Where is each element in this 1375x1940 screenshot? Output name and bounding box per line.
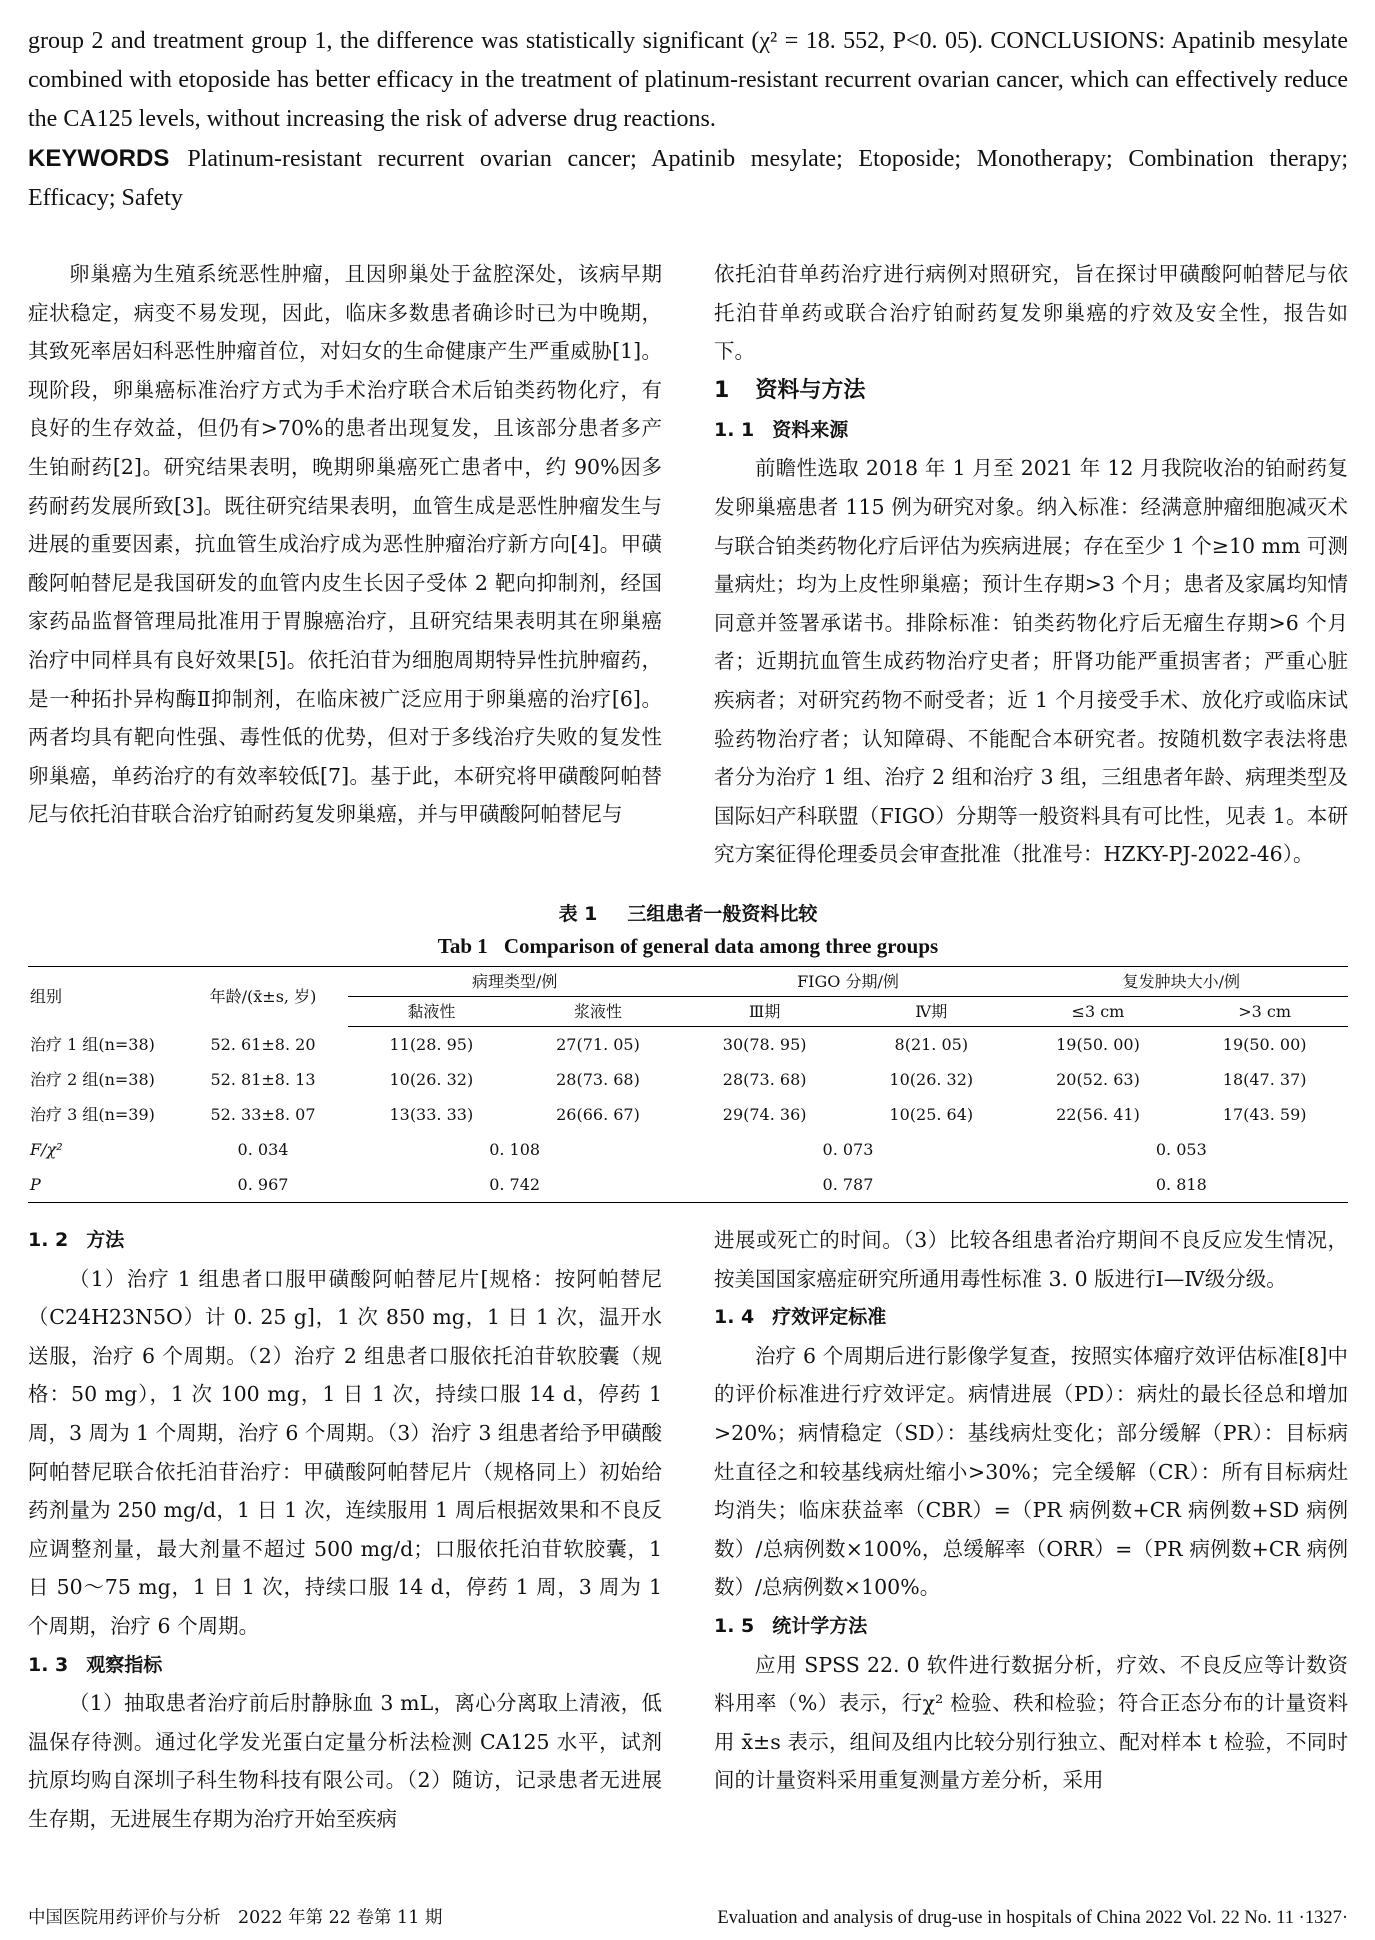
footer-journal-cn: 中国医院用药评价与分析 2022 年第 22 卷第 11 期: [28, 1908, 443, 1928]
section-1-1-text: 前瞻性选取 2018 年 1 月至 2021 年 12 月我院收治的铂耐药复发卵巢癌患者 115 例为研究对象。纳入标准：经满意肿瘤细胞减灭术与联合铂类药物化疗后评估为疾病进展；存在至少 1 个≥10 mm 可测量病灶；均为上皮性卵巢癌；预计生存期>3 个月；患者及家属均知情同意并签署承诺书。排除标准：铂类药物化疗后无瘤生存期>6 个月者；近期抗血管生成药物治疗史者；肝肾功能严重损害者；严重心脏疾病者；对研究药物不耐受者；近 1 个月接受手术、放化疗或临床试验药物治疗者；认知障碍、不能配合本研究者。按随机数字表法将患者分为治疗 1 组、治疗 2 组和治疗 3 组，三组患者年龄、病理类型及国际妇产科联盟（FIGO）分期等一般资料具有可比性，见表 1。本研究方案征得伦理委员会审查批准（批准号：HZKY-PJ-2022-46）。: [714, 456, 1348, 867]
cell-mucinous: 10(26. 32): [389, 1070, 474, 1089]
cell-stage-iii: 29(74. 36): [722, 1105, 807, 1124]
cell-group: 治疗 2 组(n=38): [30, 1070, 155, 1089]
section-1-4-number: 1. 4: [714, 1306, 755, 1329]
table-row-statistic: [28, 1132, 1348, 1167]
section-1-3-text-continued: 进展或死亡的时间。（3）比较各组患者治疗期间不良反应发生情况，按美国国家癌症研究所通用毒性标准 3. 0 版进行Ⅰ—Ⅳ级分级。: [714, 1228, 1348, 1291]
header-group: 组别: [28, 967, 178, 1027]
section-1-2-text: （1）治疗 1 组患者口服甲磺酸阿帕替尼片[规格：按阿帕替尼（C24H23N5O）计 0. 25 g]，1 次 850 mg，1 日 1 次，温开水送服，治疗 6 个周期。（2）治疗 2 组患者口服依托泊苷软胶囊（规格：50 mg），1 次 100 mg，1 日 1 次，持续口服 14 d，停药 1 周，3 周为 1 个周期，治疗 6 个周期。（3）治疗 3 组患者给予甲磺酸阿帕替尼联合依托泊苷治疗：甲磺酸阿帕替尼片（规格同上）初始给药剂量为 250 mg/d，1 日 1 次，连续服用 1 周后根据效果和不良反应调整剂量，最大剂量不超过 500 mg/d；口服依托泊苷软胶囊，1 日 50～75 mg，1 日 1 次，持续口服 14 d，停药 1 周，3 周为 1 个周期，治疗 6 个周期。: [28, 1266, 662, 1638]
cell-stat-size: 0. 053: [1155, 1140, 1207, 1159]
section-1-5-heading: [714, 1607, 1348, 1646]
section-1-2-number: 1. 2: [28, 1229, 69, 1251]
cell-size-gt3: 17(43. 59): [1222, 1105, 1307, 1124]
abstract-conclusions: group 2 and treatment group 1, the difference was statistically significant (χ² = 18. 552, P<0. 05). CONCLUSIONS: Apatinib mesylate combined with etoposide has better efficacy in the treatment of platinum-resistant recurrent ovarian cancer, which can effectively reduce the CA125 levels, without increasing the risk of adverse drug reactions.: [28, 28, 1348, 132]
cell-stage-iv: 10(25. 64): [889, 1105, 974, 1124]
table-row: [28, 1097, 1348, 1132]
cell-p-pathology: 0. 742: [348, 1167, 681, 1203]
cell-serous: 26(66. 67): [556, 1105, 640, 1124]
section-1-5-text: 应用 SPSS 22. 0 软件进行数据分析，疗效、不良反应等计数资料用率（%）表示，行χ² 检验、秩和检验；符合正态分布的计量资料用 x̄±s 表示，组间及组内比较分别行独立、配对样本 t 检验，不同时间的计量资料采用重复测量方差分析，采用: [714, 1652, 1348, 1793]
keywords-line: [28, 139, 1348, 218]
cell-age: 52. 81±8. 13: [210, 1070, 316, 1089]
header-mucinous: 黏液性: [348, 997, 515, 1027]
cell-mucinous: 11(28. 95): [389, 1035, 474, 1054]
section-1-2-heading: [28, 1221, 662, 1260]
cell-size-le3: 20(52. 63): [1056, 1070, 1140, 1089]
cell-serous: 28(73. 68): [556, 1070, 640, 1089]
intro-paragraph-continued: 依托泊苷单药治疗进行病例对照研究，旨在探讨甲磺酸阿帕替尼与依托泊苷单药或联合治疗铂耐药复发卵巢癌的疗效及安全性，报告如下。: [714, 262, 1348, 364]
table-1-caption-en: Comparison of general data among three groups: [503, 934, 939, 958]
cell-serous: 27(71. 05): [556, 1035, 640, 1054]
cell-p-age: 0. 967: [178, 1167, 348, 1203]
cell-mucinous: 13(33. 33): [389, 1105, 474, 1124]
cell-p-label: P: [28, 1167, 178, 1203]
methods-right-column: [714, 1221, 1348, 1800]
table-row-p-value: [28, 1167, 1348, 1203]
keywords-label: KEYWORDS: [28, 145, 170, 172]
table-1: [28, 898, 1348, 1203]
cell-stage-iii: 28(73. 68): [722, 1070, 807, 1089]
section-1-3-text: （1）抽取患者治疗前后肘静脉血 3 mL，离心分离取上清液，低温保存待测。通过化学发光蛋白定量分析法检测 CA125 水平，试剂抗原均购自深圳子科生物科技有限公司。（2）随访，记录患者无进展生存期，无进展生存期为治疗开始至疾病: [28, 1691, 662, 1831]
cell-stage-iv: 8(21. 05): [894, 1035, 969, 1054]
keywords-text: Platinum-resistant recurrent ovarian cancer; Apatinib mesylate; Etoposide; Monotherapy; Combination therapy; Efficacy; Safety: [28, 146, 1348, 211]
section-1-2-title: 方法: [86, 1229, 125, 1251]
methods-left-column: [28, 1221, 662, 1839]
cell-group: 治疗 3 组(n=39): [30, 1105, 155, 1124]
cell-stat-age: 0. 034: [237, 1140, 289, 1159]
cell-stat-label: F/χ²: [30, 1140, 63, 1159]
section-1-5-number: 1. 5: [714, 1614, 755, 1637]
table-1-number-cn: 表 1: [558, 903, 598, 925]
right-column-top: [714, 255, 1348, 874]
cell-size-le3: 19(50. 00): [1056, 1035, 1140, 1054]
section-1-1-number: 1. 1: [714, 418, 755, 441]
section-1-3-title: 观察指标: [86, 1653, 163, 1676]
header-mass-size: 复发肿块大小/例: [1015, 967, 1348, 997]
table-1-number-en: Tab 1: [437, 934, 488, 958]
cell-stat-figo: 0. 073: [822, 1140, 874, 1159]
abstract-tail: [28, 22, 1348, 218]
table-row: [28, 1027, 1348, 1063]
header-figo: FIGO 分期/例: [681, 967, 1014, 997]
header-serous: 浆液性: [515, 997, 682, 1027]
cell-age: 52. 61±8. 20: [210, 1034, 316, 1054]
header-stage-iv: Ⅳ期: [848, 997, 1015, 1027]
section-1-4-title: 疗效评定标准: [772, 1306, 887, 1329]
intro-left-column: [28, 255, 662, 834]
cell-stat-pathology: 0. 108: [489, 1140, 541, 1159]
section-1-1-title: 资料来源: [772, 418, 849, 441]
cell-group: 治疗 1 组(n=38): [30, 1034, 155, 1054]
section-1-4-heading: [714, 1298, 1348, 1337]
section-1-heading: [714, 371, 1348, 411]
cell-size-gt3: 18(47. 37): [1222, 1070, 1307, 1089]
cell-stage-iv: 10(26. 32): [889, 1070, 974, 1089]
section-1-number: 1: [714, 377, 730, 403]
section-1-3-number: 1. 3: [28, 1653, 69, 1676]
table-1-caption-cn: 三组患者一般资料比较: [627, 903, 818, 925]
table-1-title-cn: [28, 898, 1348, 930]
section-1-title: 资料与方法: [755, 377, 866, 403]
intro-paragraph: 卵巢癌为生殖系统恶性肿瘤，且因卵巢处于盆腔深处，该病早期症状稳定，病变不易发现，因此，临床多数患者确诊时已为中晚期，其致死率居妇科恶性肿瘤首位，对妇女的生命健康产生严重威胁[1]。现阶段，卵巢癌标准治疗方式为手术治疗联合术后铂类药物化疗，有良好的生存效益，但仍有>70%的患者出现复发，且该部分患者多产生铂耐药[2]。研究结果表明，晚期卵巢癌死亡患者中，约 90%因多药耐药发展所致[3]。既往研究结果表明，血管生成是恶性肿瘤发生与进展的重要因素，抗血管生成治疗成为恶性肿瘤治疗新方向[4]。甲磺酸阿帕替尼是我国研发的血管内皮生长因子受体 2 靶向抑制剂，经国家药品监督管理局批准用于胃腺癌治疗，且研究结果表明其在卵巢癌治疗中同样具有良好效果[5]。依托泊苷为细胞周期特异性抗肿瘤药，是一种拓扑异构酶Ⅱ抑制剂，在临床被广泛应用于卵巢癌的治疗[6]。两者均具有靶向性强、毒性低的优势，但对于多线治疗失败的复发性卵巢癌，单药治疗的有效率较低[7]。基于此，本研究将甲磺酸阿帕替尼与依托泊苷联合治疗铂耐药复发卵巢癌，并与甲磺酸阿帕替尼与: [28, 262, 662, 827]
header-size-gt3: >3 cm: [1181, 997, 1348, 1027]
cell-size-le3: 22(56. 41): [1056, 1105, 1140, 1124]
header-stage-iii: Ⅲ期: [681, 997, 848, 1027]
header-size-le3: ≤3 cm: [1015, 997, 1182, 1027]
header-pathology: 病理类型/例: [348, 967, 681, 997]
section-1-4-text: 治疗 6 个周期后进行影像学复查，按照实体瘤疗效评估标准[8]中的评价标准进行疗效评定。病情进展（PD）：病灶的最长径总和增加>20%；病情稳定（SD）：基线病灶变化；部分缓解（PR）：目标病灶直径之和较基线病灶缩小>30%；完全缓解（CR）：所有目标病灶均消失；临床获益率（CBR）=（PR 病例数+CR 病例数+SD 病例数）/总病例数×100%，总缓解率（ORR）=（PR 病例数+CR 病例数）/总病例数×100%。: [714, 1343, 1348, 1600]
footer-journal-en: Evaluation and analysis of drug-use in hospitals of China 2022 Vol. 22 No. 11 ·1327·: [717, 1908, 1348, 1928]
table-1-title-en: [28, 930, 1348, 962]
cell-p-size: 0. 818: [1015, 1167, 1348, 1203]
cell-age: 52. 33±8. 07: [210, 1105, 316, 1124]
cell-size-gt3: 19(50. 00): [1222, 1035, 1307, 1054]
table-row: [28, 1062, 1348, 1097]
cell-p-figo: 0. 787: [681, 1167, 1014, 1203]
section-1-5-title: 统计学方法: [772, 1614, 868, 1637]
general-data-table: [28, 966, 1348, 1203]
header-age: 年龄/(x̄±s, 岁): [178, 967, 348, 1027]
section-1-1-heading: [714, 411, 1348, 450]
cell-stage-iii: 30(78. 95): [722, 1035, 807, 1054]
section-1-3-heading: [28, 1646, 662, 1685]
